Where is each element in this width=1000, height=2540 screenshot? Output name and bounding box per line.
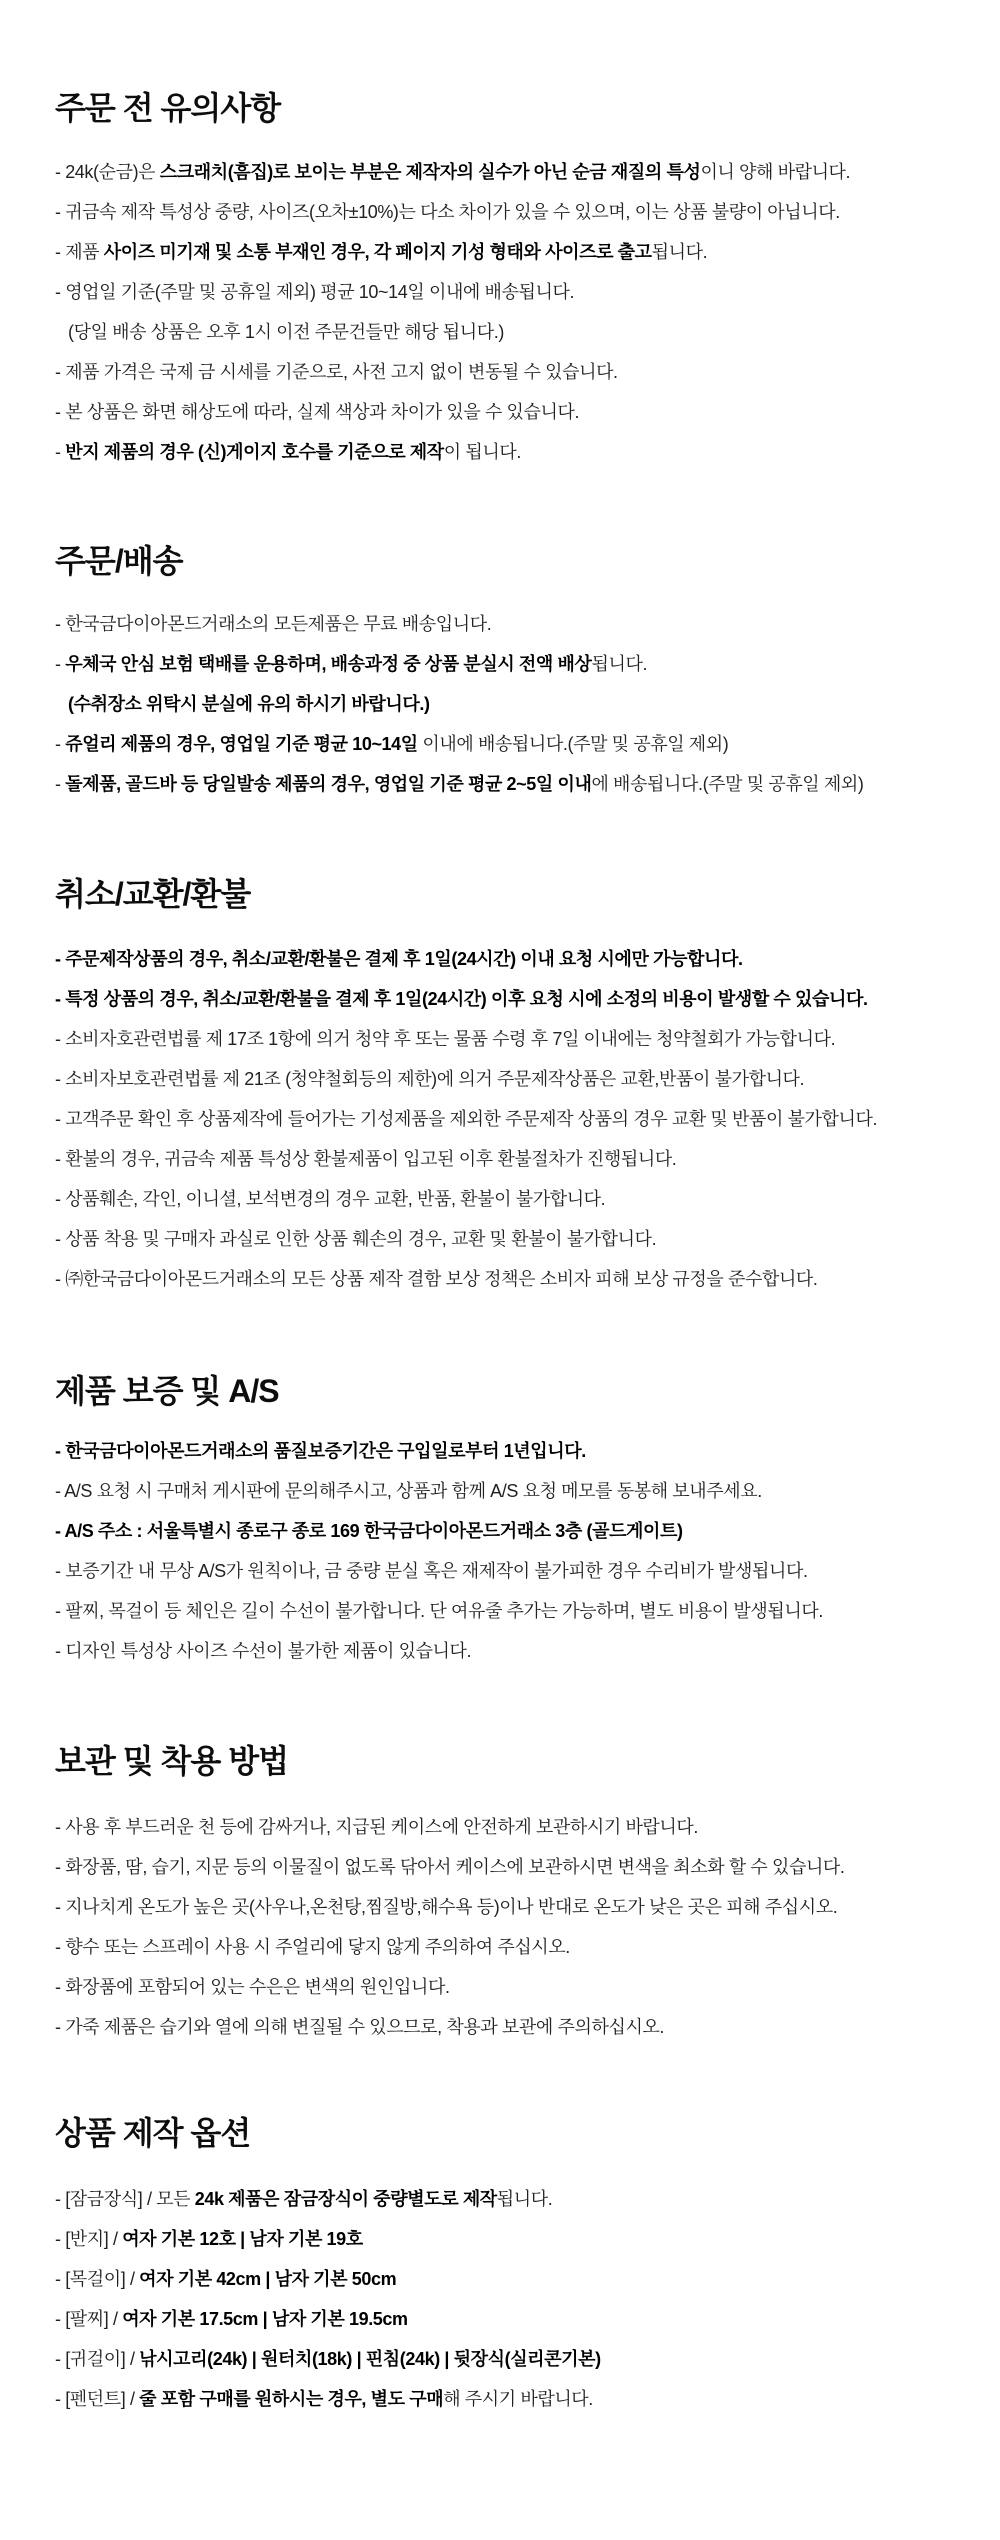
notice-text: - 24k(순금)은 [55, 162, 160, 182]
section-cancel-exchange-refund [55, 874, 960, 1299]
notice-text: - 보증기간 내 무상 A/S가 원칙이나, 금 중량 분실 혹은 재제작이 불가피한 경우 수리비가 발생됩니다. [55, 1561, 808, 1581]
notice-text: 됩니다. [496, 2189, 553, 2209]
notice-text: (당일 배송 상품은 오후 1시 이전 주문건들만 해당 됩니다.) [68, 322, 504, 342]
notice-line [55, 1219, 960, 1259]
notice-text: 해 주시기 바랍니다. [443, 2389, 593, 2409]
notice-text: - [55, 734, 66, 754]
notice-text: - 귀금속 제작 특성상 중량, 사이즈(오차±10%)는 다소 차이가 있을 수 있으며, 이는 상품 불량이 아닙니다. [55, 202, 840, 222]
section-lines [55, 1431, 960, 1671]
notice-text: 이 됩니다. [443, 442, 521, 462]
notice-line [55, 2179, 960, 2219]
notice-text: - 디자인 특성상 사이즈 수선이 불가한 제품이 있습니다. [55, 1641, 472, 1661]
notice-text: - 소비자호관련법률 제 17조 1항에 의거 청약 후 또는 물품 수령 후 7일 이내에는 청약철회가 가능합니다. [55, 1029, 836, 1049]
notice-text-bold: 돌제품, 골드바 등 당일발송 제품의 경우, 영업일 기준 평균 2~5일 이내 [65, 774, 592, 794]
notice-line [55, 1887, 960, 1927]
notice-line [55, 1019, 960, 1059]
section-order-precautions [55, 0, 960, 472]
notice-text-bold: - 주문제작상품의 경우, 취소/교환/환불은 결제 후 1일(24시간) 이내 요청 시에만 가능합니다. [55, 949, 743, 969]
notice-text-bold: 줄 포함 구매를 원하시는 경우, 별도 구매 [139, 2389, 444, 2409]
notice-line [55, 272, 960, 312]
section-order-shipping [55, 541, 960, 804]
notice-text: - 화장품, 땀, 습기, 지문 등의 이물질이 없도록 닦아서 케이스에 보관하시면 변색을 최소화 할 수 있습니다. [55, 1857, 845, 1877]
notice-text-bold: 우체국 안심 보험 택배를 운용하며, 배송과정 중 상품 분실시 전액 배상 [65, 654, 592, 674]
notice-text: - [귀걸이] / [55, 2349, 140, 2369]
notice-line [55, 192, 960, 232]
notice-text-bold: 여자 기본 12호 | 남자 기본 19호 [122, 2229, 363, 2249]
notice-text: - 본 상품은 화면 해상도에 따라, 실제 색상과 차이가 있을 수 있습니다. [55, 402, 580, 422]
notice-line [55, 2219, 960, 2259]
section-title: 상품 제작 옵션 [55, 2115, 251, 2151]
notice-line [55, 2379, 960, 2419]
notice-text: - [반지] / [55, 2229, 123, 2249]
notice-text: - [55, 774, 66, 794]
notice-text: - A/S 요청 시 구매처 게시판에 문의해주시고, 상품과 함께 A/S 요청 메모를 동봉해 보내주세요. [55, 1481, 762, 1501]
notice-text: - 지나치게 온도가 높은 곳(사우나,온천탕,찜질방,해수욕 등)이나 반대로 온도가 낮은 곳은 피해 주십시오. [55, 1897, 838, 1917]
notice-line [55, 152, 960, 192]
notice-text-bold: 여자 기본 42cm | 남자 기본 50cm [139, 2269, 397, 2289]
notice-line [55, 2007, 960, 2047]
notice-text: - 한국금다이아몬드거래소의 모든제품은 무료 배송입니다. [55, 614, 492, 634]
notice-line [55, 392, 960, 432]
notice-text: 이내에 배송됩니다.(주말 및 공휴일 제외) [417, 734, 729, 754]
notice-text-bold: 스크래치(흠집)로 보이는 부분은 제작자의 실수가 아닌 순금 재질의 특성 [159, 162, 701, 182]
notice-line [55, 644, 960, 684]
notice-line [55, 1631, 960, 1671]
notice-text-bold: 24k 제품은 잠금장식이 중량별도로 제작 [194, 2189, 497, 2209]
notice-line [55, 1471, 960, 1511]
notice-text: - 화장품에 포함되어 있는 수은은 변색의 원인입니다. [55, 1977, 450, 1997]
notice-line [55, 1807, 960, 1847]
notice-text: - 고객주문 확인 후 상품제작에 들어가는 기성제품을 제외한 주문제작 상품의 경우 교환 및 반품이 불가합니다. [55, 1109, 878, 1129]
notice-text: - [55, 654, 66, 674]
notice-line [55, 939, 960, 979]
notice-text: - 제품 가격은 국제 금 시세를 기준으로, 사전 고지 없이 변동될 수 있습니다. [55, 362, 618, 382]
notice-text: - [펜던트] / [55, 2389, 140, 2409]
section-lines [55, 2179, 960, 2419]
notice-line [55, 312, 960, 352]
notice-line [55, 432, 960, 472]
notice-line [55, 1431, 960, 1471]
notice-text: - [55, 442, 66, 462]
notice-text-bold: 반지 제품의 경우 (신)게이지 호수를 기준으로 제작 [65, 442, 444, 462]
section-lines [55, 604, 960, 804]
notice-text: 이니 양해 바랍니다. [700, 162, 851, 182]
notice-text-bold: 낚시고리(24k) | 원터치(18k) | 핀침(24k) | 뒷장식(실리콘기본) [139, 2349, 601, 2369]
notice-line [55, 1847, 960, 1887]
notice-line [55, 1059, 960, 1099]
section-title: 보관 및 착용 방법 [55, 1743, 289, 1779]
notice-text-bold: - A/S 주소 : 서울특별시 종로구 종로 169 한국금다이아몬드거래소 3층 (골드게이트) [55, 1521, 683, 1541]
notice-line [55, 2259, 960, 2299]
notice-line [55, 1551, 960, 1591]
notice-text: - [팔찌] / [55, 2309, 123, 2329]
notice-text: 에 배송됩니다.(주말 및 공휴일 제외) [591, 774, 864, 794]
notice-text-bold: 쥬얼리 제품의 경우, 영업일 기준 평균 10~14일 [65, 734, 418, 754]
section-storage-and-wearing [55, 1741, 960, 2047]
notice-line [55, 724, 960, 764]
notice-text-bold: 사이즈 미기재 및 소통 부재인 경우, 각 페이지 기성 형태와 사이즈로 출고 [103, 242, 652, 262]
notice-text-bold: (수취장소 위탁시 분실에 유의 하시기 바랍니다.) [68, 694, 430, 714]
notice-text-bold: - 특정 상품의 경우, 취소/교환/환불을 결제 후 1일(24시간) 이후 요청 시에 소정의 비용이 발생할 수 있습니다. [55, 989, 868, 1009]
notice-text: 됩니다. [651, 242, 708, 262]
notice-line [55, 352, 960, 392]
notice-line [55, 1967, 960, 2007]
notice-text: - 상품 착용 및 구매자 과실로 인한 상품 훼손의 경우, 교환 및 환불이 불가합니다. [55, 1229, 657, 1249]
notice-text: - 영업일 기준(주말 및 공휴일 제외) 평균 10~14일 이내에 배송됩니다. [55, 282, 575, 302]
notice-text-bold: - 한국금다이아몬드거래소의 품질보증기간은 구입일로부터 1년입니다. [55, 1441, 586, 1461]
notice-text: - [잠금장식] / 모든 [55, 2189, 195, 2209]
notice-line [55, 604, 960, 644]
notice-line [55, 232, 960, 272]
notice-text-bold: 여자 기본 17.5cm | 남자 기본 19.5cm [122, 2309, 408, 2329]
section-lines [55, 152, 960, 472]
notice-text: - [목걸이] / [55, 2269, 140, 2289]
section-warranty-and-as [55, 1371, 960, 1671]
notice-text: 됩니다. [591, 654, 648, 674]
notice-text: - 향수 또는 스프레이 사용 시 주얼리에 닿지 않게 주의하여 주십시오. [55, 1937, 570, 1957]
notice-line [55, 1259, 960, 1299]
notice-line [55, 979, 960, 1019]
notice-line [55, 1511, 960, 1551]
notice-text: - 팔찌, 목걸이 등 체인은 길이 수선이 불가합니다. 단 여유줄 추가는 가능하며, 별도 비용이 발생됩니다. [55, 1601, 823, 1621]
section-title: 주문 전 유의사항 [55, 90, 281, 126]
section-title: 주문/배송 [55, 543, 183, 579]
notice-text: - 소비자보호관련법률 제 21조 (청약철회등의 제한)에 의거 주문제작상품은 교환,반품이 불가합니다. [55, 1069, 805, 1089]
notice-line [55, 2299, 960, 2339]
notice-text: - 사용 후 부드러운 천 등에 감싸거나, 지급된 케이스에 안전하게 보관하시기 바랍니다. [55, 1817, 698, 1837]
notice-line [55, 764, 960, 804]
section-product-options [55, 2113, 960, 2540]
notice-line [55, 1099, 960, 1139]
section-title: 제품 보증 및 A/S [55, 1373, 279, 1409]
notice-line [55, 2339, 960, 2379]
notice-text: - 제품 [55, 242, 104, 262]
section-title: 취소/교환/환불 [55, 876, 251, 912]
notice-text: - 상품훼손, 각인, 이니셜, 보석변경의 경우 교환, 반품, 환불이 불가합니다. [55, 1189, 606, 1209]
notice-line [55, 1591, 960, 1631]
notice-text: - 가죽 제품은 습기와 열에 의해 변질될 수 있으므로, 착용과 보관에 주의하십시오. [55, 2017, 665, 2037]
notice-line [55, 1927, 960, 1967]
section-lines [55, 1807, 960, 2047]
notice-line [55, 684, 960, 724]
section-lines [55, 939, 960, 1299]
notice-text: - 환불의 경우, 귀금속 제품 특성상 환불제품이 입고된 이후 환불절차가 진행됩니다. [55, 1149, 677, 1169]
notice-line [55, 1139, 960, 1179]
notice-text: - ㈜한국금다이아몬드거래소의 모든 상품 제작 결함 보상 정책은 소비자 피해 보상 규정을 준수합니다. [55, 1269, 818, 1289]
notice-line [55, 1179, 960, 1219]
